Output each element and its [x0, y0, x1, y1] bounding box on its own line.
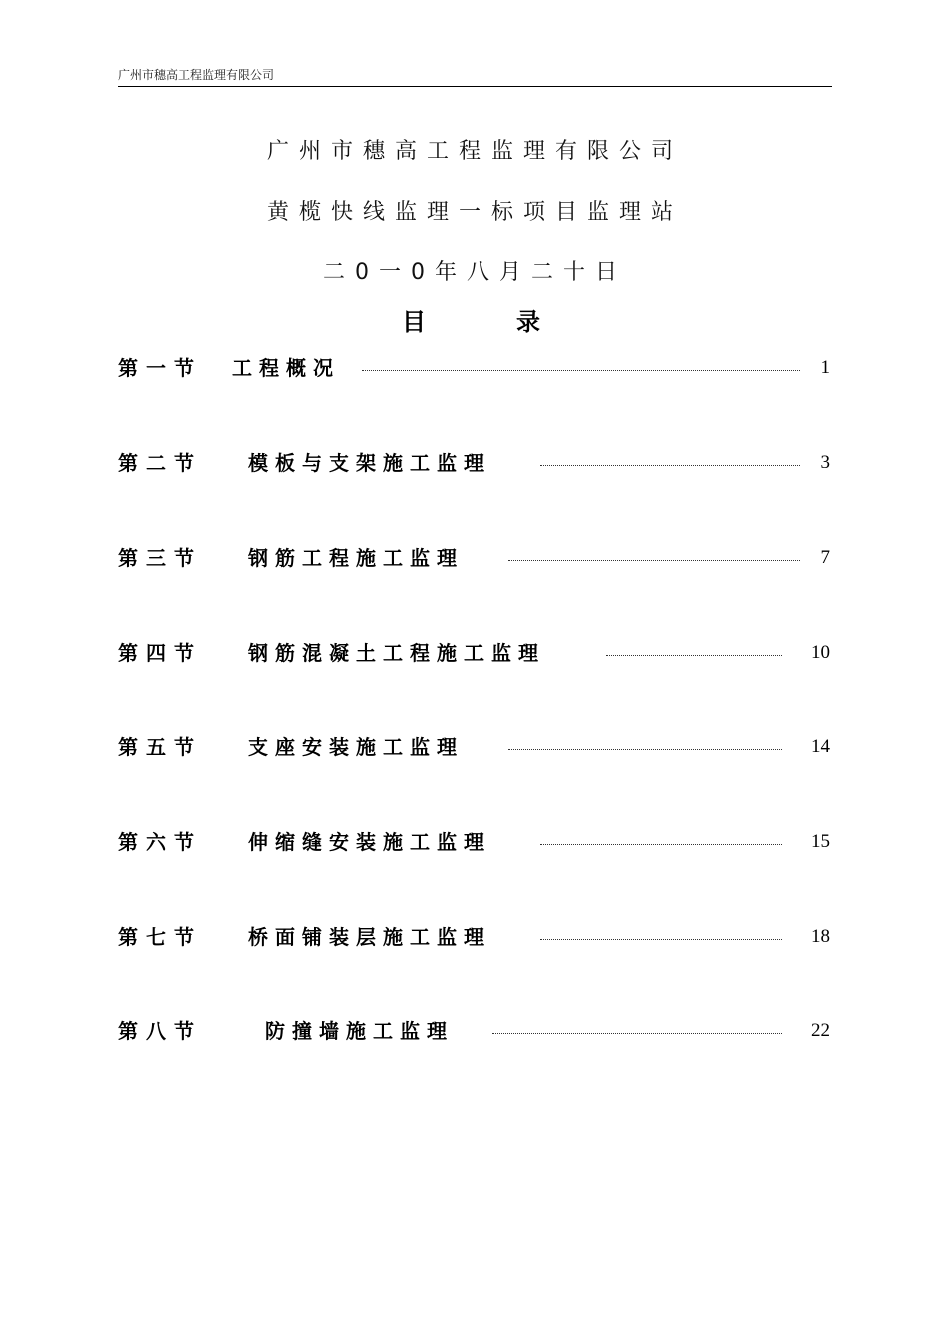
toc-section-number: 第八节	[118, 1019, 202, 1043]
toc-section-number: 第一节	[118, 356, 202, 380]
toc-leader-dots	[508, 560, 800, 561]
toc-entry-3[interactable]	[118, 543, 830, 573]
page-header	[118, 66, 832, 87]
toc-entry-4[interactable]	[118, 638, 830, 668]
toc-section-title: 模板与支架施工监理	[248, 448, 495, 478]
toc-section-title: 防撞墙施工监理	[265, 1016, 458, 1046]
toc-entry-1[interactable]	[118, 353, 830, 383]
toc-section-number: 第二节	[118, 451, 202, 475]
toc-leader-dots	[540, 844, 782, 845]
cover-company-name: 广州市穗高工程监理有限公司	[266, 139, 683, 164]
toc-section-title: 工程概况	[232, 353, 344, 383]
toc-entry-2[interactable]	[118, 448, 830, 478]
toc-page-number: 18	[811, 926, 830, 947]
cover-date: 二0一0年八月二十日	[323, 260, 627, 285]
toc-section-title: 支座安装施工监理	[248, 732, 468, 762]
toc-leader-dots	[508, 749, 782, 750]
toc-title-char-2: 录	[516, 308, 540, 336]
toc-section-number: 第六节	[118, 830, 202, 854]
toc-section-number: 第三节	[118, 546, 202, 570]
toc-section-title: 伸缩缝安装施工监理	[248, 827, 495, 857]
toc-section-title: 钢筋混凝土工程施工监理	[248, 638, 549, 668]
toc-leader-dots	[606, 655, 782, 656]
toc-entry-6[interactable]	[118, 827, 830, 857]
toc-page-number: 3	[820, 452, 830, 473]
toc-section-number: 第五节	[118, 735, 202, 759]
toc-page-number: 22	[811, 1020, 830, 1041]
toc-leader-dots	[492, 1033, 782, 1034]
toc-leader-dots	[362, 370, 800, 371]
header-company-name: 广州市穗高工程监理有限公司	[118, 68, 275, 82]
toc-title	[402, 307, 562, 337]
cover-station-name: 黄榄快线监理一标项目监理站	[266, 200, 683, 225]
toc-title-char-1: 目	[402, 308, 426, 336]
toc-entry-5[interactable]	[118, 732, 830, 762]
toc-entry-8[interactable]	[118, 1016, 830, 1046]
toc-page-number: 7	[820, 547, 830, 568]
toc-entry-7[interactable]	[118, 922, 830, 952]
toc-page-number: 14	[811, 736, 830, 757]
toc-section-title: 桥面铺装层施工监理	[248, 922, 495, 952]
toc-leader-dots	[540, 939, 782, 940]
toc-page-number: 1	[820, 357, 830, 378]
toc-section-title: 钢筋工程施工监理	[248, 543, 468, 573]
toc-leader-dots	[540, 465, 800, 466]
toc-page-number: 10	[811, 642, 830, 663]
toc-section-number: 第四节	[118, 641, 202, 665]
toc-page-number: 15	[811, 831, 830, 852]
toc-section-number: 第七节	[118, 925, 202, 949]
